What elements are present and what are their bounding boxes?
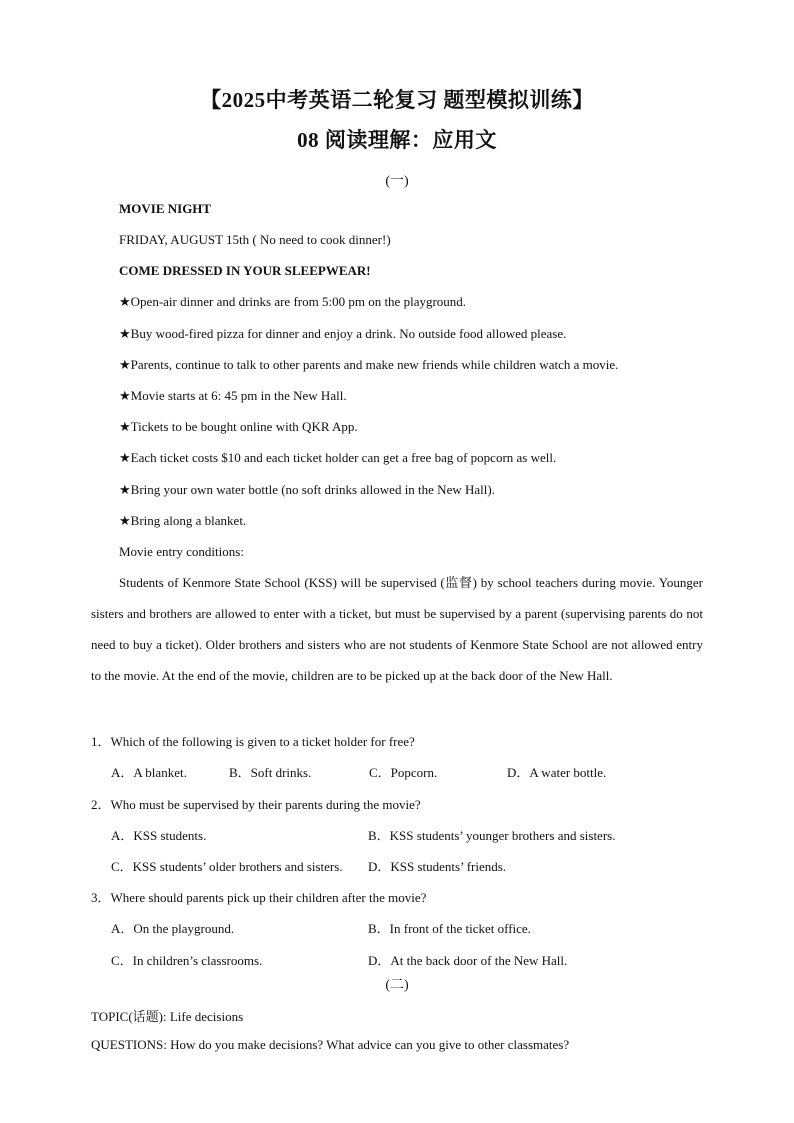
question-2: 2．Who must be supervised by their parents during the movie? [91, 797, 421, 812]
star-icon: ★ [119, 326, 131, 341]
section-marker-2: (二) [385, 978, 409, 993]
page-title: 【2025中考英语二轮复习 题型模拟训练】 [200, 88, 594, 112]
star-icon: ★ [119, 513, 131, 528]
q3-option-a: A．On the playground. [111, 921, 235, 936]
section-marker-1: (一) [385, 174, 409, 189]
event-dress-code: COME DRESSED IN YOUR SLEEPWEAR! [119, 263, 371, 278]
q2-option-d: D．KSS students’ friends. [368, 859, 507, 874]
q2-option-b: B．KSS students’ younger brothers and sisters. [368, 828, 616, 843]
q3-option-d: D．At the back door of the New Hall. [368, 953, 568, 968]
star-icon: ★ [119, 419, 131, 434]
q3-option-b: B．In front of the ticket office. [368, 921, 531, 936]
star-icon: ★ [119, 450, 131, 465]
page-subtitle: 08 阅读理解：应用文 [297, 128, 497, 152]
bullet-item: ★Tickets to be bought online with QKR App. [119, 419, 358, 434]
q3-option-c: C．In children’s classrooms. [111, 953, 263, 968]
star-icon: ★ [119, 294, 131, 309]
bullet-item: ★Buy wood-fired pizza for dinner and enjoy a drink. No outside food allowed please. [119, 326, 567, 341]
bullet-item: ★Movie starts at 6: 45 pm in the New Hall. [119, 388, 347, 403]
q1-option-b: B．Soft drinks. [229, 765, 312, 780]
conditions-label: Movie entry conditions: [119, 544, 244, 559]
star-icon: ★ [119, 388, 131, 403]
event-date: FRIDAY, AUGUST 15th ( No need to cook dinner!) [119, 232, 391, 247]
q1-option-c: C．Popcorn. [369, 765, 438, 780]
q1-option-a: A．A blanket. [111, 765, 187, 780]
bullet-item: ★Parents, continue to talk to other parents and make new friends while children watch a movie. [119, 357, 619, 372]
event-title: MOVIE NIGHT [119, 201, 212, 216]
bullet-item: ★Bring along a blanket. [119, 513, 247, 528]
bullet-item: ★Each ticket costs $10 and each ticket holder can get a free bag of popcorn as well. [119, 450, 557, 465]
conditions-paragraph: Students of Kenmore State School (KSS) will be supervised (监督) by school teachers during movie. Younger sisters and brothers are allowed to enter with a ticket, but must be supervised by a parent (supervising parents do not need to buy a ticket). Older brothers and sisters who are not students of Kenmore State School are not allowed entry to the movie. At the end of the movie, children are to be picked up at the back door of the New Hall. [91, 575, 703, 683]
question-1: 1．Which of the following is given to a ticket holder for free? [91, 734, 415, 749]
bullet-item: ★Bring your own water bottle (no soft drinks allowed in the New Hall). [119, 482, 495, 497]
star-icon: ★ [119, 357, 131, 372]
question-3: 3．Where should parents pick up their children after the movie? [91, 890, 427, 905]
q1-option-d: D．A water bottle. [507, 765, 607, 780]
star-icon: ★ [119, 482, 131, 497]
topic-line: TOPIC(话题): Life decisions [91, 1009, 244, 1024]
q2-option-c: C．KSS students’ older brothers and sisters. [111, 859, 343, 874]
questions-line: QUESTIONS: How do you make decisions? What advice can you give to other classmates? [91, 1037, 570, 1052]
q2-option-a: A．KSS students. [111, 828, 207, 843]
bullet-item: ★Open-air dinner and drinks are from 5:00 pm on the playground. [119, 294, 467, 309]
